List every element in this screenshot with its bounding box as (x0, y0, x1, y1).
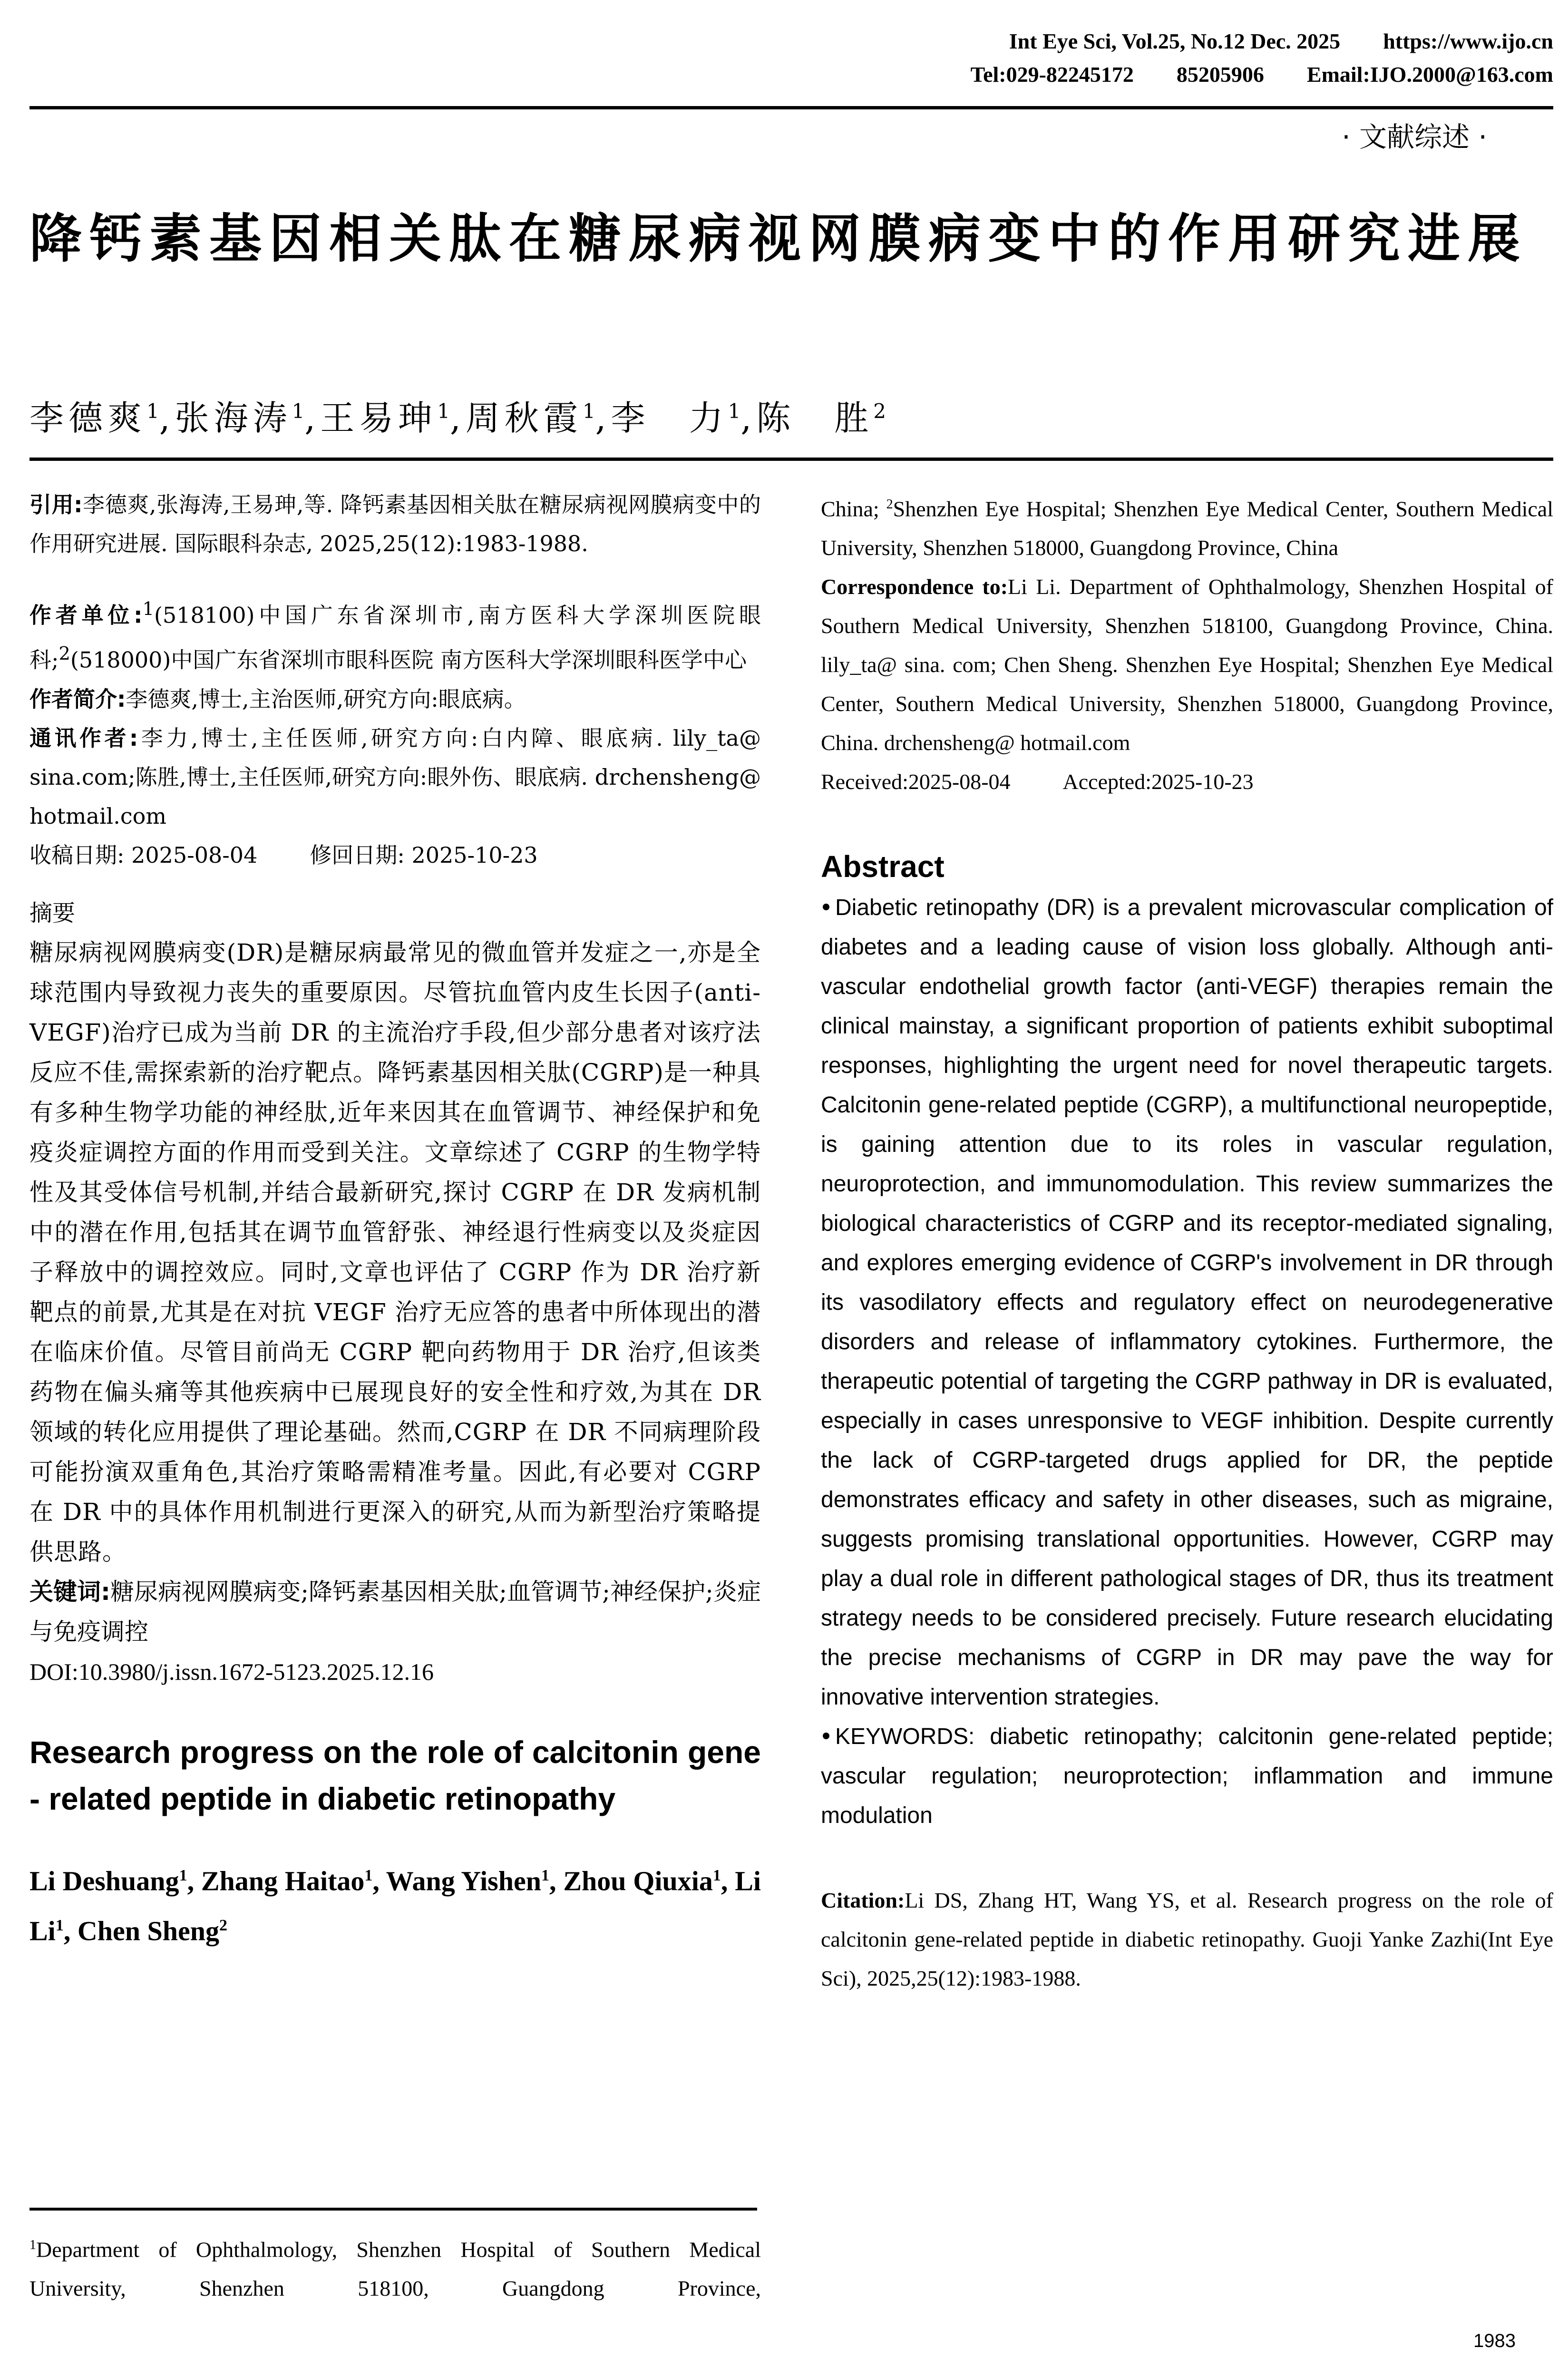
citation-en-text: Li DS, Zhang HT, Wang YS, et al. Research progress on the role of calcitonin gene-related peptide in diabetic retinopathy. Guoji Yanke Zazhi(Int Eye Sci), 2025,25(12):1983-1988. (821, 1888, 1553, 1991)
cn-author-name: 王易珅 (320, 398, 438, 438)
title-divider (29, 458, 1553, 461)
article-title-en: Research progress on the role of calcitonin gene - related peptide in diabetic retinopathy (29, 1734, 761, 1816)
affiliation-cn-text-1: (518100)中国广东省深圳市,南方医科大学深圳医院眼科; (29, 602, 761, 673)
page-number: 1983 (1473, 2330, 1516, 2351)
received-date-cn: 收稿日期: 2025-08-04 (29, 842, 258, 868)
citation-en (821, 1881, 1553, 1998)
citation-cn-label: 引用: (29, 492, 83, 517)
abstract-en-body (821, 888, 1553, 1717)
affiliation-cn (29, 590, 761, 680)
keywords-en-label: KEYWORDS: (835, 1724, 975, 1750)
journal-tel-2: 85205906 (1176, 62, 1264, 87)
accepted-date-en: Accepted:2025-10-23 (1062, 770, 1254, 794)
cn-author-affiliation: 1 (146, 399, 159, 423)
keywords-cn-text: 糖尿病视网膜病变;降钙素基因相关肽;血管调节;神经保护;炎症与免疫调控 (29, 1578, 761, 1646)
abstract-en-text: Diabetic retinopathy (DR) is a prevalent microvascular complication of diabetes and a leading cause of vision loss globally. Although anti-vascular endothelial growth factor (anti-VEGF) therapies remain the clinical mainstay, a significant proportion of patients exhibit suboptimal responses, highlighting the urgent need for novel therapeutic targets. Calcitonin gene-related peptide (CGRP), a multifunctional neuropeptide, is gaining attention due to its roles in vascular regulation, neuroprotection, and immunomodulation. This review summarizes the biological characteristics of CGRP and its receptor-mediated signaling, and explores emerging evidence of CGRP's involvement in DR through its vasodilatory effects and regulatory effect on neurodegenerative disorders and release of inflammatory cytokines. Furthermore, the therapeutic potential of targeting the CGRP pathway in DR is evaluated, especially in cases unresponsive to VEGF inhibition. Despite currently the lack of CGRP-targeted drugs applied for DR, the peptide demonstrates efficacy and safety in other diseases, such as migraine, suggests promising translational opportunities. However, CGRP may play a dual role in different pathological stages of DR, thus its treatment strategy needs to be considered precisely. Future research elucidating the precise mechanisms of CGRP in DR may pave the way for innovative intervention strategies. (821, 895, 1553, 1710)
cn-author-affiliation: 1 (292, 399, 305, 423)
affiliation-sup-1: 1 (142, 598, 154, 620)
cn-author-name: 李德爽 (29, 398, 147, 438)
affiliation-en-continued (821, 485, 1553, 567)
keywords-cn (29, 1572, 761, 1652)
authors-cn: 李德爽$^1$,张海涛$^1$,王易珅$^1$,周秋霞$^1$,李 力$^1$,陈 胜$^2$ (29, 398, 886, 438)
en-author-name: Li Deshuang (29, 1865, 179, 1896)
right-column (821, 485, 1553, 1998)
abstract-cn-body: 糖尿病视网膜病变(DR)是糖尿病最常见的微血管并发症之一,亦是全球范围内导致视力丧失的重要原因。尽管抗血管内皮生长因子(anti-VEGF)治疗已成为当前 DR 的主流治疗手段,但少部分患者对该疗法反应不佳,需探索新的治疗靶点。降钙素基因相关肽(CGRP)是一种具有多种生物学功能的神经肽,近年来因其在血管调节、神经保护和免疫炎症调控方面的作用而受到关注。文章综述了 CGRP 的生物学特性及其受体信号机制,并结合最新研究,探讨 CGRP 在 DR 发病机制中的潜在作用,包括其在调节血管舒张、神经退行性病变以及炎症因子释放中的调控效应。同时,文章也评估了 CGRP 作为 DR 治疗新靶点的前景,尤其是在对抗 VEGF 治疗无应答的患者中所体现出的潜在临床价值。尽管目前尚无 CGRP 靶向药物用于 DR 治疗,但该类药物在偏头痛等其他疾病中已展现良好的安全性和疗效,为其在 DR 领域的转化应用提供了理论基础。然而,CGRP 在 DR 不同病理阶段可能扮演双重角色,其治疗策略需精准考量。因此,有必要对 CGRP 在 DR 中的具体作用机制进行更深入的研究,从而为新型治疗策略提供思路。 (29, 938, 761, 1566)
corresponding-author-label: 通讯作者: (29, 725, 138, 751)
cn-author-name: 李 力 (611, 398, 728, 438)
bullet-icon (823, 1733, 829, 1739)
cn-author-affiliation: 1 (728, 399, 741, 423)
affiliation-cn-text-2: (518000)中国广东省深圳市眼科医院 南方医科大学深圳眼科医学中心 (70, 647, 747, 673)
journal-tel: Tel:029-82245172 (970, 62, 1134, 87)
cn-author-affiliation: 1 (437, 399, 450, 423)
abstract-en-heading: Abstract (821, 849, 945, 884)
keywords-en (821, 1717, 1553, 1835)
en-author-name: Wang Yishen (386, 1865, 542, 1896)
en-author-name: Chen Sheng (77, 1915, 219, 1947)
en-author-affiliation: 1 (541, 1866, 550, 1884)
dates-cn (29, 836, 761, 875)
header-rule (29, 106, 1553, 109)
running-header (29, 25, 1553, 91)
en-author-affiliation: 1 (712, 1866, 721, 1884)
affiliation-en-sup-2: 2 (886, 497, 893, 512)
journal-email[interactable]: Email:IJO.2000@163.com (1306, 62, 1553, 87)
cn-author-name: 周秋霞 (465, 398, 583, 438)
citation-cn (29, 485, 761, 563)
corresponding-author-cn (29, 719, 761, 836)
affiliation-en-cont-1: China; (821, 497, 886, 521)
dates-en (821, 762, 1553, 801)
citation-en-label: Citation: (821, 1888, 905, 1913)
correspondence-en (821, 567, 1553, 762)
author-bio-cn (29, 680, 761, 719)
doi[interactable]: DOI:10.3980/j.issn.1672-5123.2025.12.16 (29, 1658, 434, 1685)
cn-author-name: 张海涛 (175, 398, 292, 438)
en-author-name: Li Li (29, 1865, 761, 1947)
affiliation-en-cont-2: Shenzhen Eye Hospital; Shenzhen Eye Medical Center, Southern Medical University, Shenzhen 518000, Guangdong Province, China (821, 497, 1553, 560)
section-label: · 文献综述 · (1342, 121, 1487, 153)
revised-date-cn: 修回日期: 2025-10-23 (310, 842, 538, 868)
keywords-en-text: diabetic retinopathy; calcitonin gene-related peptide; vascular regulation; neuroprotection; inflammation and immune modulation (821, 1724, 1553, 1829)
cn-author-name: 陈 胜 (756, 398, 874, 438)
author-bio-label: 作者简介: (29, 686, 126, 712)
affiliation-en-sup-1: 1 (29, 2238, 36, 2252)
affiliation-en-text: Department of Ophthalmology, Shenzhen Hospital of Southern Medical University, Shenzhen 518100, Guangdong Province, (29, 2237, 761, 2301)
bullet-icon (823, 904, 829, 910)
footnote-rule (29, 2208, 757, 2211)
corresponding-author-text: 李力,博士,主任医师,研究方向:白内障、眼底病. lily_ta@ sina.com;陈胜,博士,主任医师,研究方向:眼外伤、眼底病. drchensheng@ hotmail.com (29, 725, 761, 829)
affiliation-sup-2: 2 (58, 643, 70, 665)
correspondence-en-label: Correspondence to: (821, 575, 1008, 599)
citation-cn-text: 李德爽,张海涛,王易珅,等. 降钙素基因相关肽在糖尿病视网膜病变中的作用研究进展. 国际眼科杂志, 2025,25(12):1983-1988. (29, 492, 761, 556)
received-date-en: Received:2025-08-04 (821, 770, 1011, 794)
affiliation-cn-label: 作者单位: (29, 602, 143, 628)
cn-author-affiliation: 1 (582, 399, 595, 423)
authors-en: Li Deshuang$^1$, Zhang Haitao$^1$, Wang Yishen$^1$, Zhou Qiuxia$^1$, Li Li$^1$, Chen Sheng$^2$ (29, 1865, 761, 1947)
keywords-cn-label: 关键词: (29, 1578, 111, 1606)
journal-website[interactable]: https://www.ijo.cn (1383, 29, 1553, 53)
en-author-affiliation: 2 (219, 1916, 227, 1934)
en-author-affiliation: 1 (179, 1866, 187, 1884)
en-author-affiliation: 1 (55, 1916, 64, 1934)
correspondence-en-text: Li Li. Department of Ophthalmology, Shenzhen Hospital of Southern Medical University, Shenzhen 518100, Guangdong Province, China. lily_ta@ sina. com; Chen Sheng. Shenzhen Eye Hospital; Shenzhen Eye Medical Center, Southern Medical University, Shenzhen 518000, Guangdong Province, China. drchensheng@ hotmail.com (821, 575, 1553, 755)
en-author-name: Zhang Haitao (201, 1865, 365, 1896)
abstract-cn-heading: 摘要 (29, 899, 76, 926)
journal-issue: Int Eye Sci, Vol.25, No.12 Dec. 2025 (1009, 29, 1341, 53)
article-title-cn: 降钙素基因相关肽在糖尿病视网膜病变中的作用研究进展 (29, 208, 1528, 269)
affiliation-en (29, 2226, 761, 2308)
cn-author-affiliation: 2 (873, 399, 886, 423)
en-author-affiliation: 1 (364, 1866, 373, 1884)
en-author-name: Zhou Qiuxia (563, 1865, 713, 1896)
author-bio-text: 李德爽,博士,主治医师,研究方向:眼底病。 (126, 686, 526, 712)
left-column (29, 485, 761, 1953)
